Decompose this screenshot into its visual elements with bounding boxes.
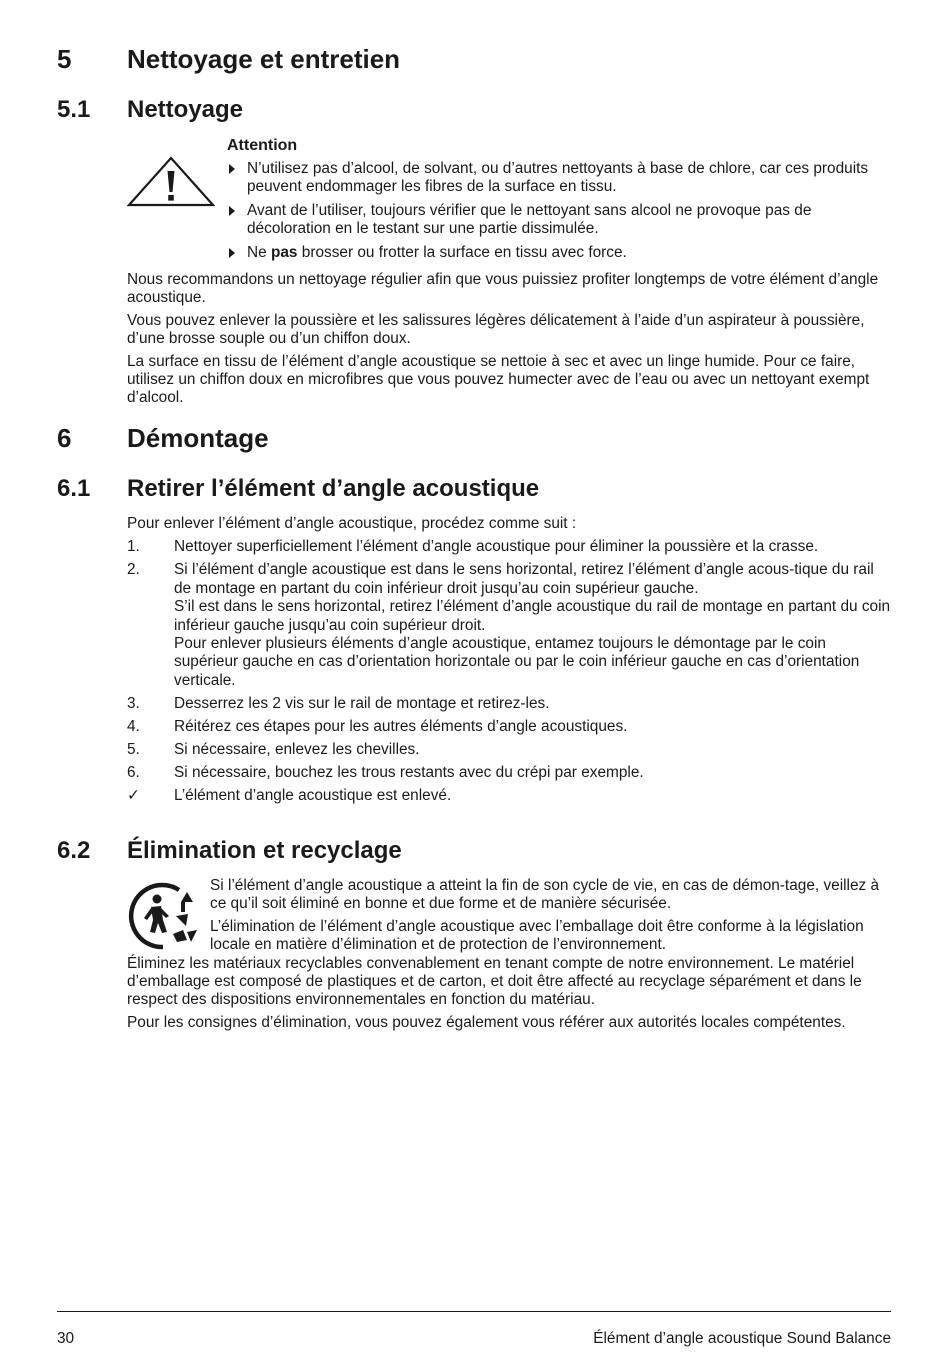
section-number: 6.1	[57, 475, 91, 502]
section-title: Démontage	[127, 423, 269, 453]
step-text: Nettoyer superficiellement l’élément d’angle acoustique pour éliminer la poussière et la crasse.	[174, 538, 819, 556]
paragraph: Si l’élément d’angle acoustique a atteint la fin de son cycle de vie, en cas de démon-tage, veillez à ce qu’il soit éliminé en bonne et due forme et de manière sécurisée.	[210, 877, 880, 913]
step-text: S’il est dans le sens horizontal, retirez l’élément d’angle acoustique du rail de montage en partant du coin inférieur gauche jusqu’au coin supérieur droit.	[174, 598, 891, 634]
warning-item-text: N’utilisez pas d’alcool, de solvant, ou d’autres nettoyants à base de chlore, car ces produits peuvent endommager les fibres de la surface en tissu.	[247, 160, 869, 196]
disposal-text	[127, 877, 891, 1036]
bullet-arrow-icon	[229, 206, 235, 216]
step-text: Desserrez les 2 vis sur le rail de montage et retirez-les.	[174, 694, 550, 712]
step-number: 4.	[127, 717, 140, 735]
paragraph: Pour enlever l’élément d’angle acoustique, procédez comme suit :	[127, 515, 577, 532]
checkmark-icon: ✓	[127, 786, 140, 804]
step-number: 2.	[127, 561, 140, 579]
step-item	[127, 741, 891, 759]
step-text: Réitérez ces étapes pour les autres éléments d’angle acoustiques.	[174, 717, 628, 735]
bullet-arrow-icon	[229, 164, 235, 174]
step-number: 3.	[127, 694, 140, 712]
step-number: 5.	[127, 740, 140, 758]
step-text: Si nécessaire, enlevez les chevilles.	[174, 740, 420, 758]
warning-title: Attention	[227, 137, 298, 154]
bullet-arrow-icon	[229, 248, 235, 258]
section-title: Nettoyage et entretien	[127, 44, 401, 74]
step-text: Pour enlever plusieurs éléments d’angle acoustique, entamez toujours le démontage par le coin supérieur gauche en cas d’orientation horizontale ou par le coin inférieur gauche en cas d’orientation verticale.	[174, 635, 860, 689]
step-item	[127, 764, 891, 782]
footer-product-name: Élément d’angle acoustique Sound Balance	[593, 1330, 891, 1347]
warning-item	[227, 244, 891, 262]
section-title: Retirer l’élément d’angle acoustique	[127, 475, 540, 502]
warning-item-pre: Ne	[247, 243, 271, 261]
cleaning-text	[127, 271, 891, 412]
warning-item	[227, 202, 891, 239]
step-text: Si l’élément d’angle acoustique est dans le sens horizontal, retirez l’élément d’angle acous-tique du rail de montage en partant du coin inférieur droit jusqu’au coin supérieur gauche.	[174, 561, 874, 597]
paragraph: Éliminez les matériaux recyclables convenablement en tenant compte de notre environnement. Le matériel d’emballage est composé de plastiques et de carton, et doit être affecté au recyclage séparément et dans le respect des dispositions environnementales en fonction du matériau.	[127, 954, 862, 1009]
section-number: 6.2	[57, 837, 91, 864]
section-number: 5.1	[57, 96, 91, 123]
warning-item-bold: pas	[270, 243, 298, 261]
section-number: 5	[57, 44, 72, 74]
paragraph: L’élimination de l’élément d’angle acoustique avec l’emballage doit être conforme à la législation locale en matière d’élimination et de protection de l’environnement.	[210, 917, 864, 954]
paragraph: La surface en tissu de l’élément d’angle acoustique se nettoie à sec et avec un linge humide. Pour ce faire, utilisez un chiffon doux en microfibres que vous pouvez humecter avec de l’eau ou avec un nettoyant exempt d’alcool.	[127, 352, 870, 407]
step-item	[127, 718, 891, 736]
paragraph: Vous pouvez enlever la poussière et les salissures légères délicatement à l’aide d’un aspirateur à poussière, d’une brosse souple ou d’un chiffon doux.	[127, 311, 865, 348]
warning-triangle-icon	[127, 155, 215, 207]
warning-item-text: Avant de l’utiliser, toujours vérifier que le nettoyant sans alcool ne provoque pas de décoloration en le testant sur une partie dissimulée.	[247, 201, 812, 238]
warning-list	[227, 160, 891, 267]
removal-steps	[127, 538, 891, 805]
removal-instructions	[127, 515, 891, 810]
warning-item	[227, 160, 891, 197]
step-item	[127, 695, 891, 713]
step-item	[127, 538, 891, 556]
warning-item-post: brosser ou frotter la surface en tissu avec force.	[297, 243, 627, 261]
section-number: 6	[57, 423, 72, 453]
step-number: 6.	[127, 763, 140, 781]
page-number: 30	[57, 1330, 75, 1347]
paragraph: Pour les consignes d’élimination, vous pouvez également vous référer aux autorités locales compétentes.	[127, 1013, 846, 1031]
step-item	[127, 561, 891, 690]
step-text: Si nécessaire, bouchez les trous restants avec du crépi par exemple.	[174, 763, 644, 781]
section-title: Élimination et recyclage	[127, 837, 402, 864]
section-title: Nettoyage	[127, 96, 244, 123]
footer-divider	[57, 1311, 891, 1312]
step-number: 1.	[127, 538, 140, 556]
paragraph: Nous recommandons un nettoyage régulier afin que vous puissiez profiter longtemps de votre élément d’angle acoustique.	[127, 271, 879, 307]
step-text: L’élément d’angle acoustique est enlevé.	[174, 786, 452, 804]
step-result	[127, 787, 891, 805]
